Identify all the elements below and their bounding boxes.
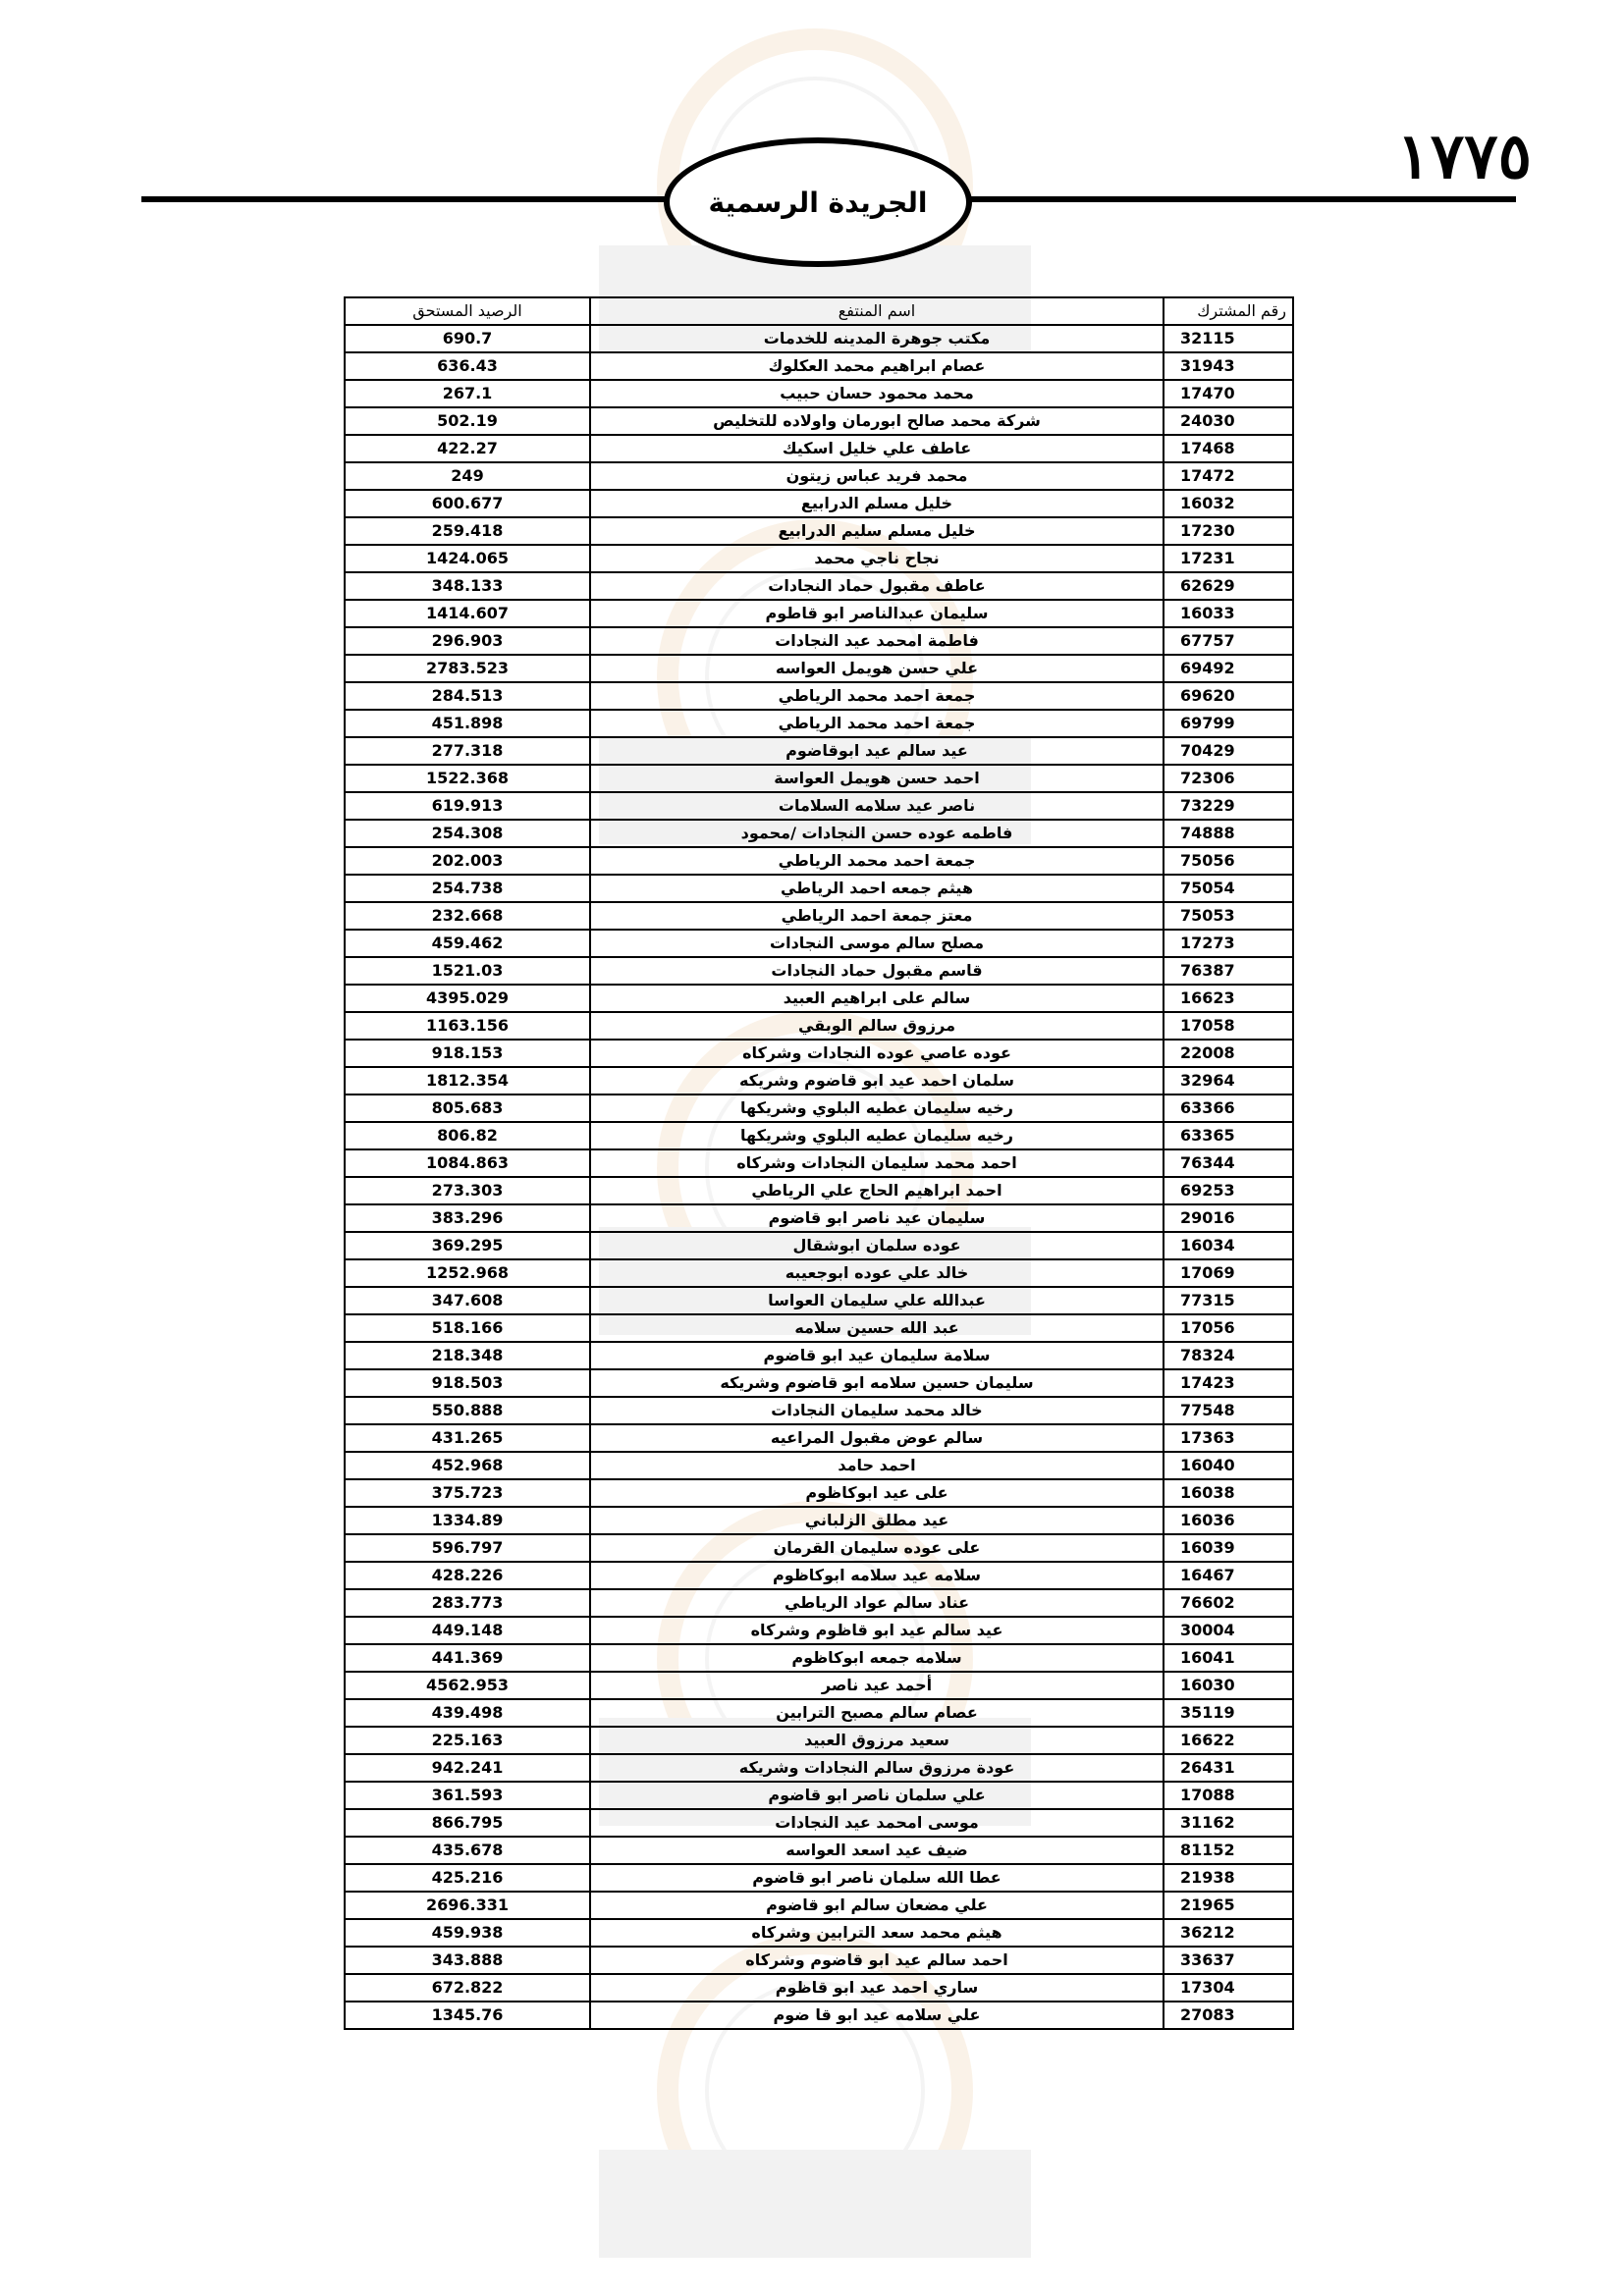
subscriber-number-cell: 69799 <box>1164 710 1293 737</box>
subscriber-number-cell: 32964 <box>1164 1067 1293 1095</box>
balance-due-cell: 451.898 <box>345 710 590 737</box>
balance-due-cell: 636.43 <box>345 352 590 380</box>
table-row <box>345 1204 1293 1232</box>
balance-due-cell: 225.163 <box>345 1727 590 1754</box>
subscriber-number-cell: 17230 <box>1164 517 1293 545</box>
balance-due-cell: 518.166 <box>345 1314 590 1342</box>
balance-due-cell: 1084.863 <box>345 1149 590 1177</box>
subscriber-number-cell: 16040 <box>1164 1452 1293 1479</box>
balance-due-cell: 918.503 <box>345 1369 590 1397</box>
balance-due-cell: 452.968 <box>345 1452 590 1479</box>
table-row <box>345 1259 1293 1287</box>
beneficiary-name-cell: خليل مسلم الدرابيع <box>590 490 1164 517</box>
table-row <box>345 1012 1293 1040</box>
balance-due-cell: 1522.368 <box>345 765 590 792</box>
table-row <box>345 1974 1293 2002</box>
subscriber-number-cell: 76344 <box>1164 1149 1293 1177</box>
subscriber-number-cell: 77315 <box>1164 1287 1293 1314</box>
balance-due-cell: 259.418 <box>345 517 590 545</box>
balance-due-cell: 2783.523 <box>345 655 590 682</box>
subscriber-number-cell: 17470 <box>1164 380 1293 407</box>
subscriber-number-cell: 16467 <box>1164 1562 1293 1589</box>
beneficiary-name-cell: سعيد مرزوق العبيد <box>590 1727 1164 1754</box>
beneficiary-name-cell: قاسم مقبول حماد النجادات <box>590 957 1164 985</box>
subscriber-number-cell: 17468 <box>1164 435 1293 462</box>
balance-due-cell: 918.153 <box>345 1040 590 1067</box>
table-row <box>345 545 1293 572</box>
beneficiary-name-cell: علي سلمان ناصر ابو قاضوم <box>590 1782 1164 1809</box>
balance-due-cell: 2696.331 <box>345 1892 590 1919</box>
subscriber-number-cell: 16036 <box>1164 1507 1293 1534</box>
subscriber-number-cell: 26431 <box>1164 1754 1293 1782</box>
beneficiary-name-cell: احمد محمد سليمان النجادات وشركاه <box>590 1149 1164 1177</box>
beneficiary-name-cell: سلمان احمد عيد ابو قاضوم وشريكه <box>590 1067 1164 1095</box>
subscriber-number-cell: 17363 <box>1164 1424 1293 1452</box>
subscriber-number-cell: 63365 <box>1164 1122 1293 1149</box>
beneficiary-name-cell: عبد الله حسين سلامه <box>590 1314 1164 1342</box>
subscriber-number-cell: 69620 <box>1164 682 1293 710</box>
header-subscriber-number: رقم المشترك <box>1164 297 1293 325</box>
subscriber-number-cell: 16039 <box>1164 1534 1293 1562</box>
balance-due-cell: 942.241 <box>345 1754 590 1782</box>
beneficiary-name-cell: مصلح سالم موسى النجادات <box>590 930 1164 957</box>
beneficiary-name-cell: هيثم جمعه احمد الرياطي <box>590 875 1164 902</box>
balance-due-cell: 600.677 <box>345 490 590 517</box>
beneficiary-name-cell: على عيد ابوكاظوم <box>590 1479 1164 1507</box>
subscriber-number-cell: 29016 <box>1164 1204 1293 1232</box>
balance-due-cell: 1414.607 <box>345 600 590 627</box>
beneficiary-name-cell: خليل مسلم سليم الدرابيع <box>590 517 1164 545</box>
table-row <box>345 1727 1293 1754</box>
beneficiary-name-cell: عصام ابراهيم محمد العكلوك <box>590 352 1164 380</box>
subscriber-number-cell: 70429 <box>1164 737 1293 765</box>
beneficiary-name-cell: شركة محمد صالح ابورمان واولاده للتخليص <box>590 407 1164 435</box>
subscriber-number-cell: 17273 <box>1164 930 1293 957</box>
table-row <box>345 1287 1293 1314</box>
subscriber-number-cell: 69492 <box>1164 655 1293 682</box>
beneficiary-name-cell: سليمان عبدالناصر ابو قاطوم <box>590 600 1164 627</box>
balances-table <box>344 296 1294 2030</box>
subscriber-number-cell: 35119 <box>1164 1699 1293 1727</box>
beneficiary-name-cell: معتز جمعة احمد الرياطي <box>590 902 1164 930</box>
subscriber-number-cell: 32115 <box>1164 325 1293 352</box>
beneficiary-name-cell: ساري احمد عيد ابو قاظوم <box>590 1974 1164 2002</box>
balance-due-cell: 690.7 <box>345 325 590 352</box>
beneficiary-name-cell: احمد حامد <box>590 1452 1164 1479</box>
subscriber-number-cell: 33637 <box>1164 1947 1293 1974</box>
table-row <box>345 1892 1293 1919</box>
balance-due-cell: 343.888 <box>345 1947 590 1974</box>
balance-due-cell: 619.913 <box>345 792 590 820</box>
table-row <box>345 985 1293 1012</box>
table-row <box>345 1754 1293 1782</box>
balance-due-cell: 254.738 <box>345 875 590 902</box>
table-row <box>345 737 1293 765</box>
balance-due-cell: 4562.953 <box>345 1672 590 1699</box>
balance-due-cell: 550.888 <box>345 1397 590 1424</box>
beneficiary-name-cell: عيد سالم عيد ابوقاضوم <box>590 737 1164 765</box>
balance-due-cell: 441.369 <box>345 1644 590 1672</box>
table-row <box>345 1232 1293 1259</box>
table-row <box>345 2002 1293 2029</box>
balance-due-cell: 296.903 <box>345 627 590 655</box>
table-row <box>345 1947 1293 1974</box>
header-beneficiary-name: اسم المنتفع <box>590 297 1164 325</box>
balance-due-cell: 347.608 <box>345 1287 590 1314</box>
subscriber-number-cell: 78324 <box>1164 1342 1293 1369</box>
table-row <box>345 1644 1293 1672</box>
beneficiary-name-cell: عصام سالم مصبح الترابين <box>590 1699 1164 1727</box>
balance-due-cell: 273.303 <box>345 1177 590 1204</box>
table-row <box>345 1919 1293 1947</box>
balance-due-cell: 502.19 <box>345 407 590 435</box>
table-row <box>345 655 1293 682</box>
balance-due-cell: 232.668 <box>345 902 590 930</box>
balance-due-cell: 459.462 <box>345 930 590 957</box>
table-row <box>345 1479 1293 1507</box>
subscriber-number-cell: 17056 <box>1164 1314 1293 1342</box>
beneficiary-name-cell: عوده عاصي عوده النجادات وشركاه <box>590 1040 1164 1067</box>
table-row <box>345 1424 1293 1452</box>
beneficiary-name-cell: رخيه سليمان عطيه البلوي وشريكها <box>590 1122 1164 1149</box>
balance-due-cell: 439.498 <box>345 1699 590 1727</box>
balance-due-cell: 806.82 <box>345 1122 590 1149</box>
subscriber-number-cell: 67757 <box>1164 627 1293 655</box>
subscriber-number-cell: 17472 <box>1164 462 1293 490</box>
balance-due-cell: 1252.968 <box>345 1259 590 1287</box>
beneficiary-name-cell: علي مضعان سالم ابو قاضوم <box>590 1892 1164 1919</box>
beneficiary-name-cell: أحمد عيد ناصر <box>590 1672 1164 1699</box>
subscriber-number-cell: 36212 <box>1164 1919 1293 1947</box>
beneficiary-name-cell: جمعة احمد محمد الرياطي <box>590 710 1164 737</box>
balance-due-cell: 284.513 <box>345 682 590 710</box>
balance-due-cell: 375.723 <box>345 1479 590 1507</box>
balance-due-cell: 277.318 <box>345 737 590 765</box>
subscriber-number-cell: 75054 <box>1164 875 1293 902</box>
beneficiary-name-cell: عوده سلمان ابوشقال <box>590 1232 1164 1259</box>
balance-due-cell: 422.27 <box>345 435 590 462</box>
beneficiary-name-cell: عبدالله علي سليمان العواسا <box>590 1287 1164 1314</box>
balance-due-cell: 431.265 <box>345 1424 590 1452</box>
subscriber-number-cell: 16041 <box>1164 1644 1293 1672</box>
subscriber-number-cell: 62629 <box>1164 572 1293 600</box>
subscriber-number-cell: 17088 <box>1164 1782 1293 1809</box>
subscriber-number-cell: 21965 <box>1164 1892 1293 1919</box>
subscriber-number-cell: 73229 <box>1164 792 1293 820</box>
beneficiary-name-cell: عاطف مقبول حماد النجادات <box>590 572 1164 600</box>
table-row <box>345 1177 1293 1204</box>
subscriber-number-cell: 69253 <box>1164 1177 1293 1204</box>
subscriber-number-cell: 76602 <box>1164 1589 1293 1617</box>
subscriber-number-cell: 22008 <box>1164 1040 1293 1067</box>
beneficiary-name-cell: عطا الله سلمان ناصر ابو قاضوم <box>590 1864 1164 1892</box>
subscriber-number-cell: 75056 <box>1164 847 1293 875</box>
subscriber-number-cell: 16033 <box>1164 600 1293 627</box>
subscriber-number-cell: 77548 <box>1164 1397 1293 1424</box>
table-row <box>345 1562 1293 1589</box>
subscriber-number-cell: 31162 <box>1164 1809 1293 1837</box>
balance-due-cell: 254.308 <box>345 820 590 847</box>
balance-due-cell: 805.683 <box>345 1095 590 1122</box>
beneficiary-name-cell: سالم عوض مقبول المراعيه <box>590 1424 1164 1452</box>
table-row <box>345 1095 1293 1122</box>
table-row <box>345 572 1293 600</box>
beneficiary-name-cell: فاطمة امحمد عيد النجادات <box>590 627 1164 655</box>
beneficiary-name-cell: سالم على ابراهيم العبيد <box>590 985 1164 1012</box>
balance-due-cell: 672.822 <box>345 1974 590 2002</box>
table-row <box>345 1672 1293 1699</box>
subscriber-number-cell: 31943 <box>1164 352 1293 380</box>
subscriber-number-cell: 16034 <box>1164 1232 1293 1259</box>
beneficiary-name-cell: احمد حسن هويمل العواسة <box>590 765 1164 792</box>
subscriber-number-cell: 24030 <box>1164 407 1293 435</box>
beneficiary-name-cell: جمعة احمد محمد الرياطي <box>590 847 1164 875</box>
subscriber-number-cell: 81152 <box>1164 1837 1293 1864</box>
beneficiary-name-cell: فاطمه عوده حسن النجادات /محمود <box>590 820 1164 847</box>
table-row <box>345 875 1293 902</box>
balance-due-cell: 425.216 <box>345 1864 590 1892</box>
table-row <box>345 462 1293 490</box>
balance-due-cell: 369.295 <box>345 1232 590 1259</box>
beneficiary-name-cell: خالد علي عوده ابوجعيبه <box>590 1259 1164 1287</box>
gazette-title: الجريدة الرسمية <box>664 137 972 267</box>
subscriber-number-cell: 16030 <box>1164 1672 1293 1699</box>
subscriber-number-cell: 75053 <box>1164 902 1293 930</box>
subscriber-number-cell: 17058 <box>1164 1012 1293 1040</box>
subscriber-number-cell: 17231 <box>1164 545 1293 572</box>
table-row <box>345 902 1293 930</box>
subscriber-number-cell: 17423 <box>1164 1369 1293 1397</box>
balance-due-cell: 267.1 <box>345 380 590 407</box>
table-header-row <box>345 297 1293 325</box>
table-row <box>345 1122 1293 1149</box>
table-row <box>345 957 1293 985</box>
table-row <box>345 847 1293 875</box>
beneficiary-name-cell: سلامة سليمان عيد ابو قاضوم <box>590 1342 1164 1369</box>
subscriber-number-cell: 16038 <box>1164 1479 1293 1507</box>
table-row <box>345 930 1293 957</box>
beneficiary-name-cell: هيثم محمد سعد الترابين وشركاه <box>590 1919 1164 1947</box>
beneficiary-name-cell: احمد سالم عيد ابو قاضوم وشركاه <box>590 1947 1164 1974</box>
beneficiary-name-cell: علي سلامه عيد ابو قا ضوم <box>590 2002 1164 2029</box>
table-row <box>345 1589 1293 1617</box>
table-row <box>345 352 1293 380</box>
table-row <box>345 1369 1293 1397</box>
beneficiary-name-cell: محمد محمود حسان حبيب <box>590 380 1164 407</box>
balance-due-cell: 435.678 <box>345 1837 590 1864</box>
table-body <box>345 325 1293 2029</box>
beneficiary-name-cell: عيد مطلق الزلباني <box>590 1507 1164 1534</box>
subscriber-number-cell: 16623 <box>1164 985 1293 1012</box>
beneficiary-name-cell: ضيف عيد اسعد العواسه <box>590 1837 1164 1864</box>
table-row <box>345 1809 1293 1837</box>
subscriber-number-cell: 16032 <box>1164 490 1293 517</box>
beneficiary-name-cell: رخيه سليمان عطيه البلوي وشريكها <box>590 1095 1164 1122</box>
balance-due-cell: 866.795 <box>345 1809 590 1837</box>
balance-due-cell: 218.348 <box>345 1342 590 1369</box>
balance-due-cell: 361.593 <box>345 1782 590 1809</box>
table-row <box>345 407 1293 435</box>
subscriber-number-cell: 27083 <box>1164 2002 1293 2029</box>
beneficiary-name-cell: سليمان عيد ناصر ابو قاضوم <box>590 1204 1164 1232</box>
balance-due-cell: 283.773 <box>345 1589 590 1617</box>
subscriber-number-cell: 17304 <box>1164 1974 1293 2002</box>
balance-due-cell: 596.797 <box>345 1534 590 1562</box>
beneficiary-name-cell: عاطف علي خليل اسكيك <box>590 435 1164 462</box>
beneficiary-name-cell: علي حسن هويمل العواسه <box>590 655 1164 682</box>
table-row <box>345 490 1293 517</box>
subscriber-number-cell: 30004 <box>1164 1617 1293 1644</box>
beneficiary-name-cell: عناد سالم عواد الرياطي <box>590 1589 1164 1617</box>
balance-due-cell: 4395.029 <box>345 985 590 1012</box>
beneficiary-name-cell: خالد محمد سليمان النجادات <box>590 1397 1164 1424</box>
beneficiary-name-cell: مرزوق سالم الوبقي <box>590 1012 1164 1040</box>
balance-due-cell: 428.226 <box>345 1562 590 1589</box>
table-row <box>345 600 1293 627</box>
beneficiary-name-cell: موسى امحمد عيد النجادات <box>590 1809 1164 1837</box>
table-row <box>345 1314 1293 1342</box>
table-row <box>345 1067 1293 1095</box>
balance-due-cell: 459.938 <box>345 1919 590 1947</box>
table-row <box>345 380 1293 407</box>
table-row <box>345 325 1293 352</box>
beneficiary-name-cell: سلامه جمعه ابوكاظوم <box>590 1644 1164 1672</box>
beneficiary-name-cell: عيد سالم عيد ابو قاظوم وشركاه <box>590 1617 1164 1644</box>
table-row <box>345 710 1293 737</box>
balance-due-cell: 1345.76 <box>345 2002 590 2029</box>
subscriber-number-cell: 21938 <box>1164 1864 1293 1892</box>
beneficiary-name-cell: سلامه عيد سلامه ابوكاظوم <box>590 1562 1164 1589</box>
table-row <box>345 1699 1293 1727</box>
beneficiary-name-cell: نجاح ناجي محمد <box>590 545 1164 572</box>
table-row <box>345 1617 1293 1644</box>
table-row <box>345 1534 1293 1562</box>
subscriber-number-cell: 72306 <box>1164 765 1293 792</box>
balance-due-cell: 1521.03 <box>345 957 590 985</box>
table-row <box>345 1149 1293 1177</box>
beneficiary-name-cell: عودة مرزوق سالم النجادات وشريكه <box>590 1754 1164 1782</box>
beneficiary-name-cell: جمعة احمد محمد الرياطي <box>590 682 1164 710</box>
table-row <box>345 435 1293 462</box>
balance-due-cell: 202.003 <box>345 847 590 875</box>
table-row <box>345 765 1293 792</box>
balance-due-cell: 348.133 <box>345 572 590 600</box>
table-row <box>345 820 1293 847</box>
balance-due-cell: 1424.065 <box>345 545 590 572</box>
balances-table-container <box>344 296 1286 2030</box>
table-row <box>345 517 1293 545</box>
subscriber-number-cell: 16622 <box>1164 1727 1293 1754</box>
table-row <box>345 682 1293 710</box>
table-row <box>345 1452 1293 1479</box>
beneficiary-name-cell: محمد فريد عباس زيتون <box>590 462 1164 490</box>
balance-due-cell: 1812.354 <box>345 1067 590 1095</box>
table-row <box>345 1837 1293 1864</box>
beneficiary-name-cell: ناصر عيد سلامه السلامات <box>590 792 1164 820</box>
balance-due-cell: 449.148 <box>345 1617 590 1644</box>
subscriber-number-cell: 74888 <box>1164 820 1293 847</box>
table-row <box>345 1782 1293 1809</box>
balance-due-cell: 1163.156 <box>345 1012 590 1040</box>
beneficiary-name-cell: احمد ابراهيم الحاج علي الرياطي <box>590 1177 1164 1204</box>
table-row <box>345 792 1293 820</box>
balance-due-cell: 249 <box>345 462 590 490</box>
beneficiary-name-cell: مكتب جوهرة المدينه للخدمات <box>590 325 1164 352</box>
page-number: ١٧٧٥ <box>1396 120 1532 193</box>
balance-due-cell: 383.296 <box>345 1204 590 1232</box>
balance-due-cell: 1334.89 <box>345 1507 590 1534</box>
subscriber-number-cell: 63366 <box>1164 1095 1293 1122</box>
beneficiary-name-cell: على عوده سليمان القرمان <box>590 1534 1164 1562</box>
table-row <box>345 627 1293 655</box>
subscriber-number-cell: 76387 <box>1164 957 1293 985</box>
beneficiary-name-cell: سليمان حسين سلامه ابو قاضوم وشريكه <box>590 1369 1164 1397</box>
table-row <box>345 1040 1293 1067</box>
subscriber-number-cell: 17069 <box>1164 1259 1293 1287</box>
table-row <box>345 1397 1293 1424</box>
header-balance-due: الرصيد المستحق <box>345 297 590 325</box>
table-row <box>345 1507 1293 1534</box>
table-row <box>345 1342 1293 1369</box>
table-row <box>345 1864 1293 1892</box>
